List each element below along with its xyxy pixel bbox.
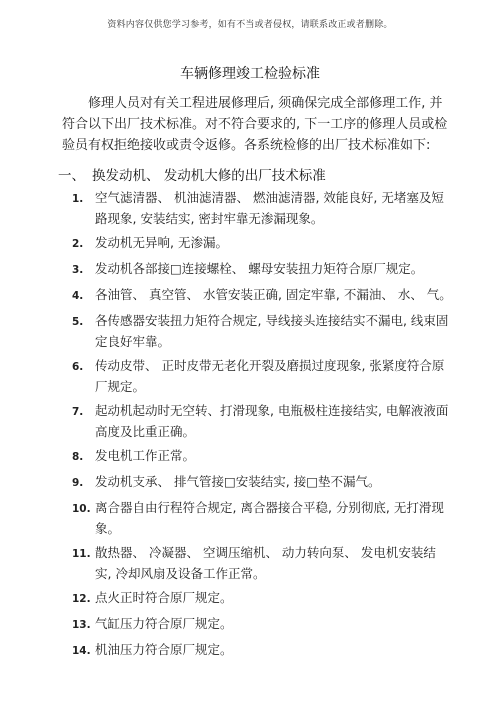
item-number: 10.	[72, 503, 91, 515]
list-item	[72, 232, 452, 255]
item-number: 6.	[72, 361, 84, 373]
item-text: 发动机支承、 排气管接□安装结实, 接□垫不漏气。	[95, 474, 381, 489]
item-text: 传动皮带、 正时皮带无老化开裂及磨损过度现象, 张紧度符合原厂规定。	[95, 358, 445, 394]
item-text: 发动机各部接□连接螺栓、 螺母安装扭力矩符合原厂规定。	[95, 261, 424, 276]
item-number: 9.	[72, 477, 84, 489]
item-text: 散热器、 冷凝器、 空调压缩机、 动力转向泵、 发电机安装结实, 冷却风扇及设备工作正常。	[95, 545, 436, 581]
item-number: 13.	[72, 619, 91, 631]
item-text: 离合器自由行程符合规定, 离合器接合平稳, 分别彻底, 无打滑现象。	[95, 500, 444, 536]
item-number: 1.	[72, 193, 84, 205]
list-item	[72, 187, 452, 229]
list-item	[72, 639, 452, 662]
item-text: 气缸压力符合原厂规定。	[95, 616, 233, 631]
item-number: 14.	[72, 645, 91, 657]
section-heading	[58, 164, 326, 184]
list-item	[72, 613, 452, 636]
section-number: 一、	[58, 168, 85, 184]
intro-paragraph: 修理人员对有关工程进展修理后, 须确保完成全部修理工作, 并符合以下出厂技术标准。对不符合要求的, 下一工序的修理人员或检验员有权拒绝接收或责令返修。各系统检修的出厂技术标准如下:	[62, 96, 448, 153]
list-item	[72, 258, 452, 281]
list-item	[72, 400, 452, 442]
list-item	[72, 542, 452, 584]
header-disclaimer: 资料内容仅供您学习参考，如有不当或者侵权，请联系改正或者删除。	[107, 20, 393, 30]
section-heading-text: 换发动机、 发动机大修的出厂技术标准	[92, 168, 326, 184]
item-text: 各油管、 真空管、 水管安装正确, 固定牢靠, 不漏油、 水、 气。	[95, 287, 452, 302]
item-text: 起动机起动时无空转、打滑现象, 电瓶极柱连接结实, 电解液液面高度及比重正确。	[95, 403, 449, 439]
list-item	[72, 471, 452, 494]
item-text: 发动机无异响, 无渗漏。	[95, 235, 228, 250]
list-item	[72, 355, 452, 397]
item-text: 点火正时符合原厂规定。	[95, 590, 233, 605]
item-text: 机油压力符合原厂规定。	[95, 642, 233, 657]
item-number: 12.	[72, 593, 91, 605]
item-number: 5.	[72, 316, 84, 328]
list-item	[72, 587, 452, 610]
item-number: 4.	[72, 290, 84, 302]
item-number: 11.	[72, 548, 91, 560]
list-item	[72, 284, 452, 307]
item-text: 发电机工作正常。	[95, 448, 196, 463]
standards-list	[72, 187, 452, 665]
list-item	[72, 310, 452, 352]
item-number: 2.	[72, 238, 84, 250]
item-number: 3.	[72, 264, 84, 276]
list-item	[72, 445, 452, 468]
item-text: 空气滤清器、 机油滤清器、 燃油滤清器, 效能良好, 无堵塞及短路现象, 安装结实, 密封牢靠无渗漏现象。	[95, 190, 444, 226]
item-text: 各传感器安装扭力矩符合规定, 导线接头连接结实不漏电, 线束固定良好牢靠。	[95, 313, 449, 349]
document-title: 车辆修理竣工检验标准	[180, 66, 320, 82]
item-number: 8.	[72, 451, 84, 463]
item-number: 7.	[72, 406, 84, 418]
list-item	[72, 497, 452, 539]
